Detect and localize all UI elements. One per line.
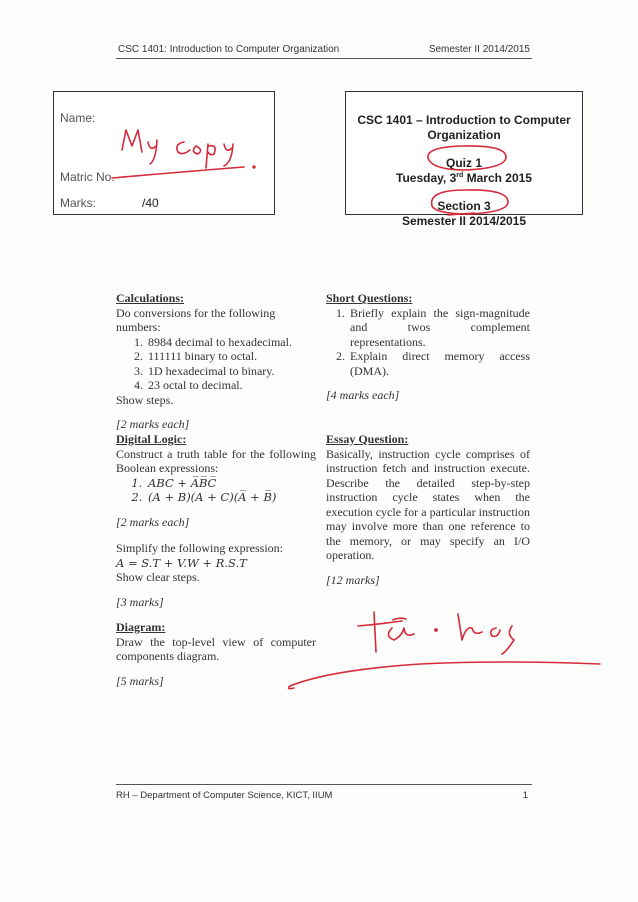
signature-stroke — [290, 662, 600, 686]
quiz-label: Quiz 1 — [445, 156, 482, 170]
essay-marks: [12 marks] — [326, 572, 380, 587]
signature — [358, 612, 514, 654]
simplify-expression: A = S.T + V.W + R.S.T — [116, 555, 247, 570]
short-questions-marks: [4 marks each] — [326, 388, 400, 402]
list-item: 2. (A + B)(A + C)(A̅ + B̅) — [146, 490, 316, 505]
matric-underline — [112, 167, 244, 178]
essay-text: Basically, instruction cycle comprises of instruction fetch and instruction execute. Describe the detailed step-by-step instruction cycle states when the execution cycle for a particular instruction may involve more than one reference to the memory, or may specify an I/O operation. — [326, 446, 530, 562]
marks-total: /40 — [142, 196, 159, 210]
digital-logic-intro: Construct a truth table for the following Boolean expressions: — [116, 446, 316, 475]
semester-label: Semester II 2014/2015 — [401, 214, 527, 228]
date-month-year: March 2015 — [463, 171, 532, 185]
calculations-intro: Do conversions for the following numbers: — [116, 305, 276, 334]
essay-title: Essay Question: — [326, 432, 409, 446]
semester-header: Semester II 2014/2015 — [428, 44, 530, 55]
course-title-line1: CSC 1401 – Introduction to Computer — [357, 113, 571, 127]
calculations-title: Calculations: — [116, 291, 185, 305]
list-item: 1. Briefly explain the sign-magnitude and twos complement representations. — [348, 306, 530, 350]
section-circle — [432, 190, 508, 214]
date-suffix-sup: rd — [456, 172, 464, 179]
diagram-marks: [5 marks] — [116, 673, 164, 688]
list-item: 3. 1D hexadecimal to binary. — [146, 364, 316, 379]
footer-department: RH – Department of Computer Science, KICT, IIUM — [116, 790, 333, 801]
date-day: Tuesday, 3 — [396, 171, 457, 185]
handwritten-name-my-copy — [122, 130, 233, 168]
digital-logic-marks: [2 marks each] — [116, 514, 190, 529]
name-label: Name: — [60, 111, 96, 125]
calculations-note: Show steps. — [116, 392, 174, 407]
simplify-intro: Simplify the following expression: — [116, 541, 283, 555]
calculations-marks: [2 marks each] — [116, 417, 190, 431]
list-item: 2. 111111 binary to octal. — [146, 349, 316, 364]
section-label: Section 3 — [437, 199, 491, 213]
diagram-text: Draw the top-level view of computer components diagram. — [116, 634, 316, 663]
quiz-circle — [428, 146, 506, 170]
simplify-note: Show clear steps. — [116, 570, 200, 584]
list-item: 1. ABC + A̅B̅C̅ — [146, 476, 316, 491]
course-header: CSC 1401: Introduction to Computer Organization — [118, 44, 340, 55]
short-questions-title: Short Questions: — [326, 291, 413, 305]
list-item: 1. 8984 decimal to hexadecimal. — [146, 335, 316, 350]
simplify-marks: [3 marks] — [116, 594, 164, 609]
diagram-title: Diagram: — [116, 620, 166, 634]
course-title-line2: Organization — [427, 128, 501, 142]
marks-label: Marks: — [60, 196, 96, 210]
matric-label: Matric No. — [60, 170, 115, 184]
list-item: 4. 23 octal to decimal. — [146, 378, 316, 393]
digital-logic-title: Digital Logic: — [116, 432, 187, 446]
ink-dot — [253, 166, 255, 168]
signature-tail — [289, 686, 294, 689]
list-item: 2. Explain direct memory access (DMA). — [348, 349, 530, 378]
page-number: 1 — [522, 790, 528, 801]
